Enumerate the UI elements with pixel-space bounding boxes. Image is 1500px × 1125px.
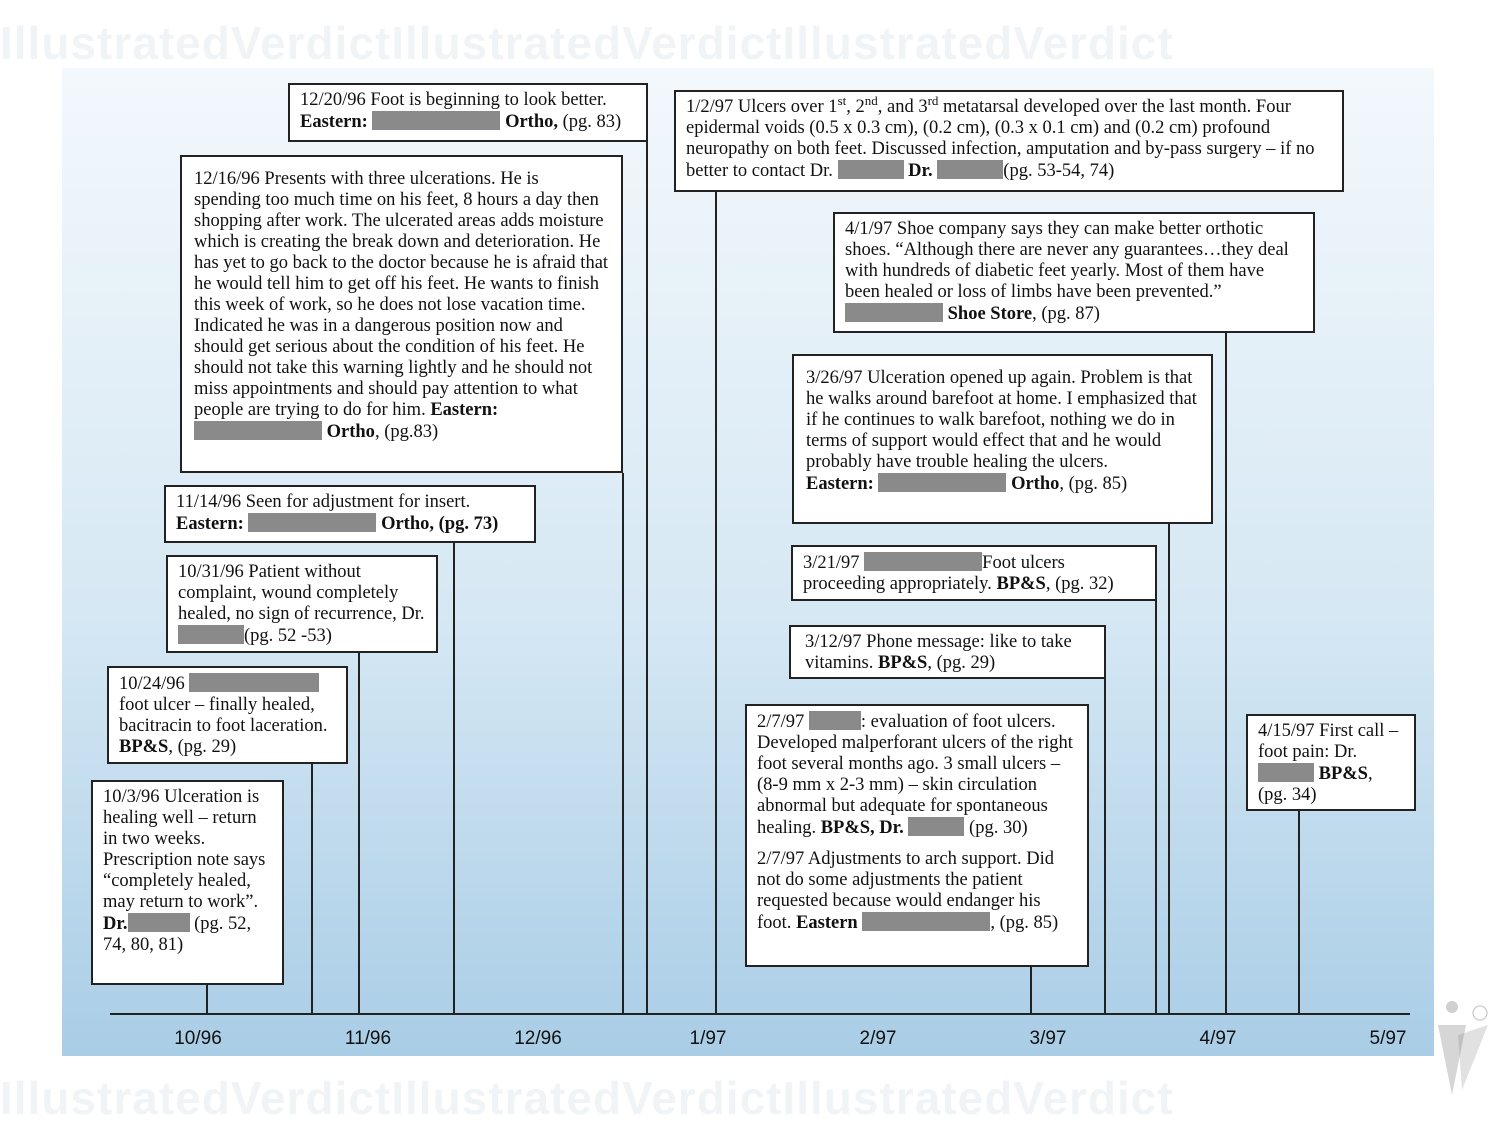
redaction xyxy=(189,673,319,692)
redaction xyxy=(908,817,964,836)
timeline-entry: 3/21/97 Foot ulcers proceeding appropriately. BP&S, (pg. 32) xyxy=(791,545,1157,601)
redaction xyxy=(178,625,244,644)
redaction xyxy=(372,111,500,130)
timeline-entry: 10/3/96 Ulceration is healing well – return in two weeks. Prescription note says “completely healed, may return to work”. Dr. (pg. 52, 74, 80, 81) xyxy=(91,780,284,985)
axis-tick-label: 12/96 xyxy=(514,1028,562,1049)
timeline-entry: 1/2/97 Ulcers over 1st, 2nd, and 3rd metatarsal developed over the last month. Four epidermal voids (0.5 x 0.3 cm), (0.2 cm), (0.3 x 0.1 cm) and (0.2 cm) profound neuropathy on both feet. Discussed infection, amputation and by-pass surgery – if no better to contact Dr. Dr. (pg. 53-54, 74) xyxy=(674,90,1344,192)
watermark-row: IllustratedVerdictIllustratedVerdictIllustratedVerdict xyxy=(0,1075,1174,1121)
redaction xyxy=(1258,763,1314,782)
redaction xyxy=(862,912,990,931)
axis-tick-label: 10/96 xyxy=(174,1028,222,1049)
redaction xyxy=(937,160,1003,179)
axis-tick-label: 3/97 xyxy=(1029,1028,1067,1049)
timeline-entry: 4/15/97 First call – foot pain: Dr. BP&S, (pg. 34) xyxy=(1246,714,1416,811)
brand-logo-icon xyxy=(1430,995,1490,1105)
redaction xyxy=(864,552,982,571)
redaction xyxy=(809,711,861,730)
axis-tick-label: 11/96 xyxy=(344,1028,392,1049)
timeline-entry: 10/24/96 foot ulcer – finally healed, bacitracin to foot laceration. BP&S, (pg. 29) xyxy=(107,666,348,764)
timeline-entry: 3/12/97 Phone message: like to take vitamins. BP&S, (pg. 29) xyxy=(789,625,1106,679)
redaction xyxy=(845,303,943,322)
timeline-entry: 10/31/96 Patient without complaint, wound completely healed, no sign of recurrence, Dr.(pg. 52 -53) xyxy=(166,555,438,653)
timeline-entry: 12/20/96 Foot is beginning to look better. Eastern: Ortho, (pg. 83) xyxy=(288,83,648,142)
timeline-entry: 12/16/96 Presents with three ulcerations. He is spending too much time on his feet, 8 hours a day then shopping after work. The ulcerated areas adds moisture which is creating the break down and deterioration. He has yet to go back to the doctor because he is afraid that he would tell him to get off his feet. He wants to finish this week of work, so he does not lose vacation time. Indicated he was in a dangerous position now and should get serious about the condition of his feet. He should not take this warning lightly and he should not miss appointments and should pay attention to what people are trying to do for him. Eastern: Ortho, (pg.83) xyxy=(180,155,623,473)
timeline-entry: 11/14/96 Seen for adjustment for insert. Eastern: Ortho, (pg. 73) xyxy=(164,485,536,543)
redaction xyxy=(248,513,376,532)
redaction xyxy=(128,913,190,932)
axis-tick-label: 4/97 xyxy=(1199,1028,1237,1049)
axis-tick-label: 1/97 xyxy=(689,1028,727,1049)
redaction xyxy=(194,421,322,440)
axis-tick-label: 5/97 xyxy=(1369,1028,1407,1049)
axis-tick-label: 2/97 xyxy=(859,1028,897,1049)
timeline-entry: 3/26/97 Ulceration opened up again. Problem is that he walks around barefoot at home. I emphasized that if he continues to walk barefoot, nothing we do in terms of support would effect that and he would probably have trouble healing the ulcers. Eastern: Ortho, (pg. 85) xyxy=(792,354,1213,524)
watermark-row: IllustratedVerdictIllustratedVerdictIllustratedVerdict xyxy=(0,20,1174,66)
redaction xyxy=(838,160,904,179)
timeline-entry: 4/1/97 Shoe company says they can make better orthotic shoes. “Although there are never any guarantees…they deal with hundreds of diabetic feet yearly. Most of them have been healed or loss of limbs have been prevented.” Shoe Store, (pg. 87) xyxy=(833,212,1315,333)
timeline-entry: 2/7/97 : evaluation of foot ulcers. Developed malperforant ulcers of the right foot several months ago. 3 small ulcers – (8-9 mm x 2-3 mm) – skin circulation abnormal but adequate for spontaneous healing. BP&S, Dr. (pg. 30) 2/7/97 Adjustments to arch support. Did not do some adjustments the patient requested because would endanger his foot. Eastern , (pg. 85) xyxy=(745,704,1089,967)
redaction xyxy=(878,473,1006,492)
